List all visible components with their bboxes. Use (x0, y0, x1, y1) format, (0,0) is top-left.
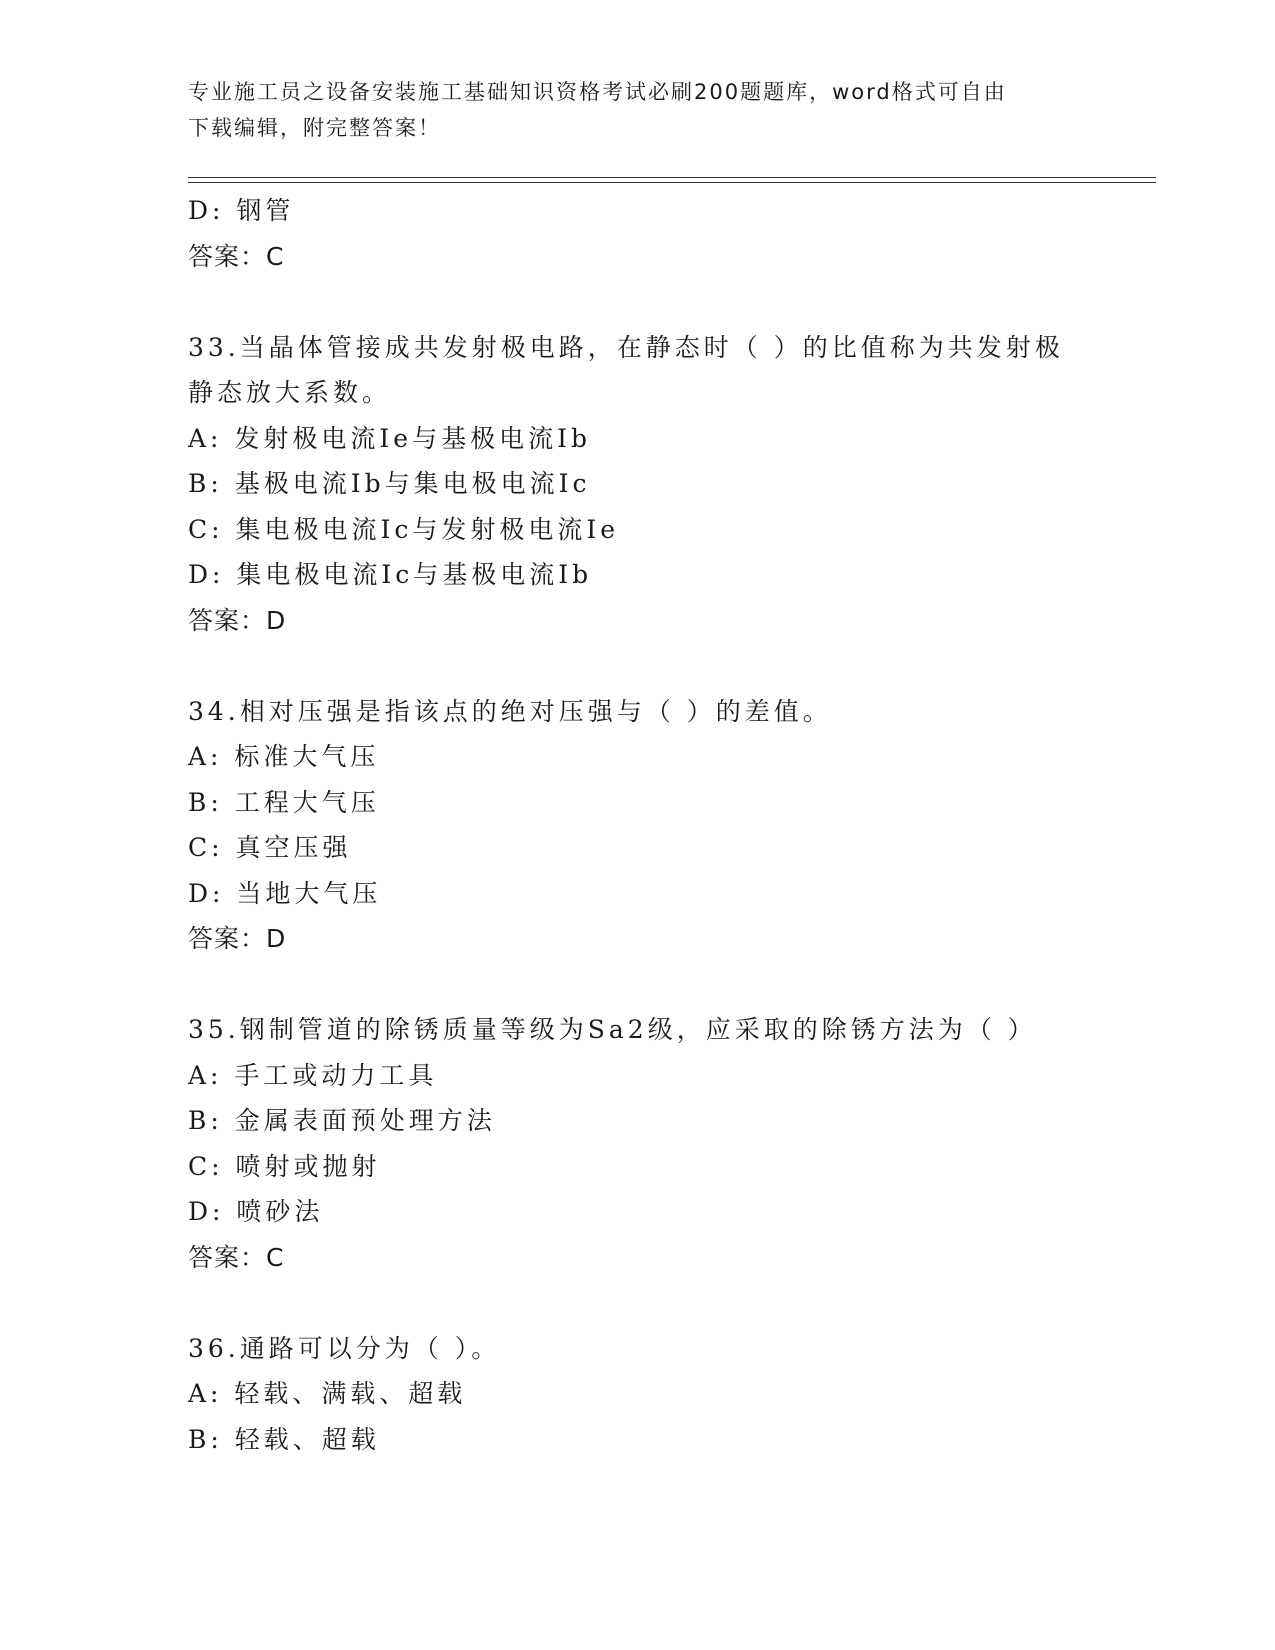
answer-line: 答案：D (188, 605, 287, 635)
option-b: B: 基极电流Ib与集电极电流Ic (188, 469, 591, 498)
question-33 (188, 325, 1088, 644)
question-stem-continued: 静态放大系数。 (188, 378, 392, 407)
header-divider-top (188, 177, 1156, 178)
question-list (188, 188, 1088, 1462)
option-d: D: 喷砂法 (188, 1197, 324, 1226)
answer-line: 答案：C (188, 241, 285, 271)
spacer (188, 962, 1088, 1008)
option-a: A: 轻载、满载、超载 (188, 1379, 467, 1408)
header-divider-bottom (188, 182, 1156, 183)
question-stem: 34.相对压强是指该点的绝对压强与（ ）的差值。 (188, 696, 832, 726)
header-line-2: 下载编辑，附完整答案！ (188, 116, 441, 140)
answer-line: 答案：D (188, 924, 287, 953)
question-stem: 33.当晶体管接成共发射极电路，在静态时（ ）的比值称为共发射极 (188, 332, 1064, 362)
question-32-continued (188, 188, 1088, 279)
question-36 (188, 1326, 1088, 1463)
spacer (188, 1280, 1088, 1326)
option-c: C: 集电极电流Ic与发射极电流Ie (188, 514, 620, 544)
question-34 (188, 689, 1088, 962)
option-b: B: 工程大气压 (188, 787, 380, 817)
option-a: A: 标准大气压 (188, 742, 380, 771)
option-d: D: 钢管 (188, 196, 295, 225)
spacer (188, 279, 1088, 325)
option-a: A: 发射极电流Ie与基极电流Ib (188, 423, 591, 453)
option-b: B: 轻载、超载 (188, 1424, 380, 1454)
option-c: C: 真空压强 (188, 833, 352, 862)
option-a: A: 手工或动力工具 (188, 1060, 438, 1090)
question-stem: 36.通路可以分为（ ）。 (188, 1333, 501, 1363)
answer-line: 答案：C (188, 1242, 285, 1272)
option-b: B: 金属表面预处理方法 (188, 1106, 496, 1135)
option-d: D: 当地大气压 (188, 878, 382, 908)
document-header (188, 74, 1068, 146)
question-35 (188, 1007, 1088, 1280)
question-stem: 35.钢制管道的除锈质量等级为Sa2级，应采取的除锈方法为（ ） (188, 1015, 1037, 1044)
header-line-1: 专业施工员之设备安装施工基础知识资格考试必刷200题题库，word格式可自由 (188, 80, 1007, 104)
spacer (188, 643, 1088, 689)
option-c: C: 喷射或抛射 (188, 1151, 381, 1181)
option-d: D: 集电极电流Ic与基极电流Ib (188, 560, 593, 589)
